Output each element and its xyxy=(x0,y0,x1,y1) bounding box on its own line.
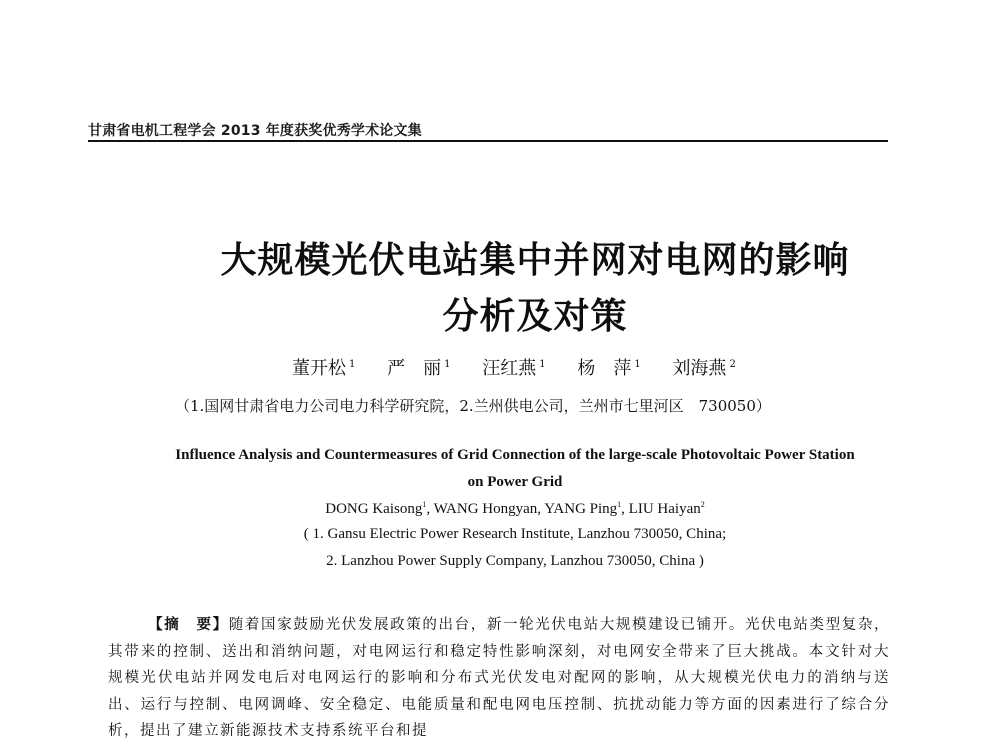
paper-title-line1: 大规模光伏电站集中并网对电网的影响 xyxy=(220,239,850,281)
affiliation-en-1: ( 1. Gansu Electric Power Research Institute, Lanzhou 730050, China; xyxy=(303,526,727,542)
author-cn xyxy=(577,358,640,379)
affiliation-en-2: 2. Lanzhou Power Supply Company, Lanzhou 730050, China ) xyxy=(326,553,704,569)
abstract-label: 【摘 要】 xyxy=(148,616,229,633)
author-sup: 2 xyxy=(729,359,736,370)
author-sup: 1 xyxy=(539,359,546,370)
author-name: 董开松 xyxy=(292,358,346,379)
author-name: 严 丽 xyxy=(387,358,442,379)
author-name: 汪红燕 xyxy=(482,358,537,379)
authors-cn xyxy=(292,354,762,380)
header-rule xyxy=(88,140,888,142)
author-en: DONG Kaisong xyxy=(325,501,423,517)
author-sup: 1 xyxy=(634,359,641,370)
paper-title-line2: 分析及对策 xyxy=(442,295,628,337)
author-en: LIU Haiyan xyxy=(628,501,701,517)
english-title-line1: Influence Analysis and Countermeasures of Grid Connection of the large-scale Photovoltaic Power Station xyxy=(175,447,855,463)
author-en-sup: 1 xyxy=(422,500,427,509)
author-cn xyxy=(292,358,355,379)
authors-en: DONG Kaisong$^1$, WANG Hongyan, YANG Ping$^1$, LIU Haiyan$^2$ xyxy=(325,500,705,517)
author-en: WANG Hongyan, YANG Ping xyxy=(433,501,618,517)
author-en-sup: 1 xyxy=(617,500,622,509)
abstract xyxy=(108,612,890,745)
author-cn xyxy=(482,358,545,379)
affiliation-cn: （1.国网甘肃省电力公司电力科学研究院，2.兰州供电公司，兰州市七里河区 730050） xyxy=(175,397,771,415)
author-name: 杨 萍 xyxy=(577,358,632,379)
journal-header: 甘肃省电机工程学会 2013 年度获奖优秀学术论文集 xyxy=(88,123,422,139)
author-name: 刘海燕 xyxy=(672,358,727,379)
author-en-sup: 2 xyxy=(700,500,705,509)
english-title-line2: on Power Grid xyxy=(467,474,563,490)
author-sup: 1 xyxy=(444,359,451,370)
author-cn xyxy=(387,358,450,379)
author-sup: 1 xyxy=(349,359,356,370)
abstract-text: 随着国家鼓励光伏发展政策的出台，新一轮光伏电站大规模建设已铺开。光伏电站类型复杂，其带来的控制、送出和消纳问题，对电网运行和稳定特性影响深刻，对电网安全带来了巨大挑战。本文针对大规模光伏电站并网发电后对电网运行的影响和分布式光伏发电对配网的影响，从大规模光伏电力的消纳与送出、运行与控制、电网调峰、安全稳定、电能质量和配电网电压控制、抗扰动能力等方面的因素进行了综合分析，提出了建立新能源技术支持系统平台和提 xyxy=(108,617,891,739)
author-cn xyxy=(672,358,735,379)
